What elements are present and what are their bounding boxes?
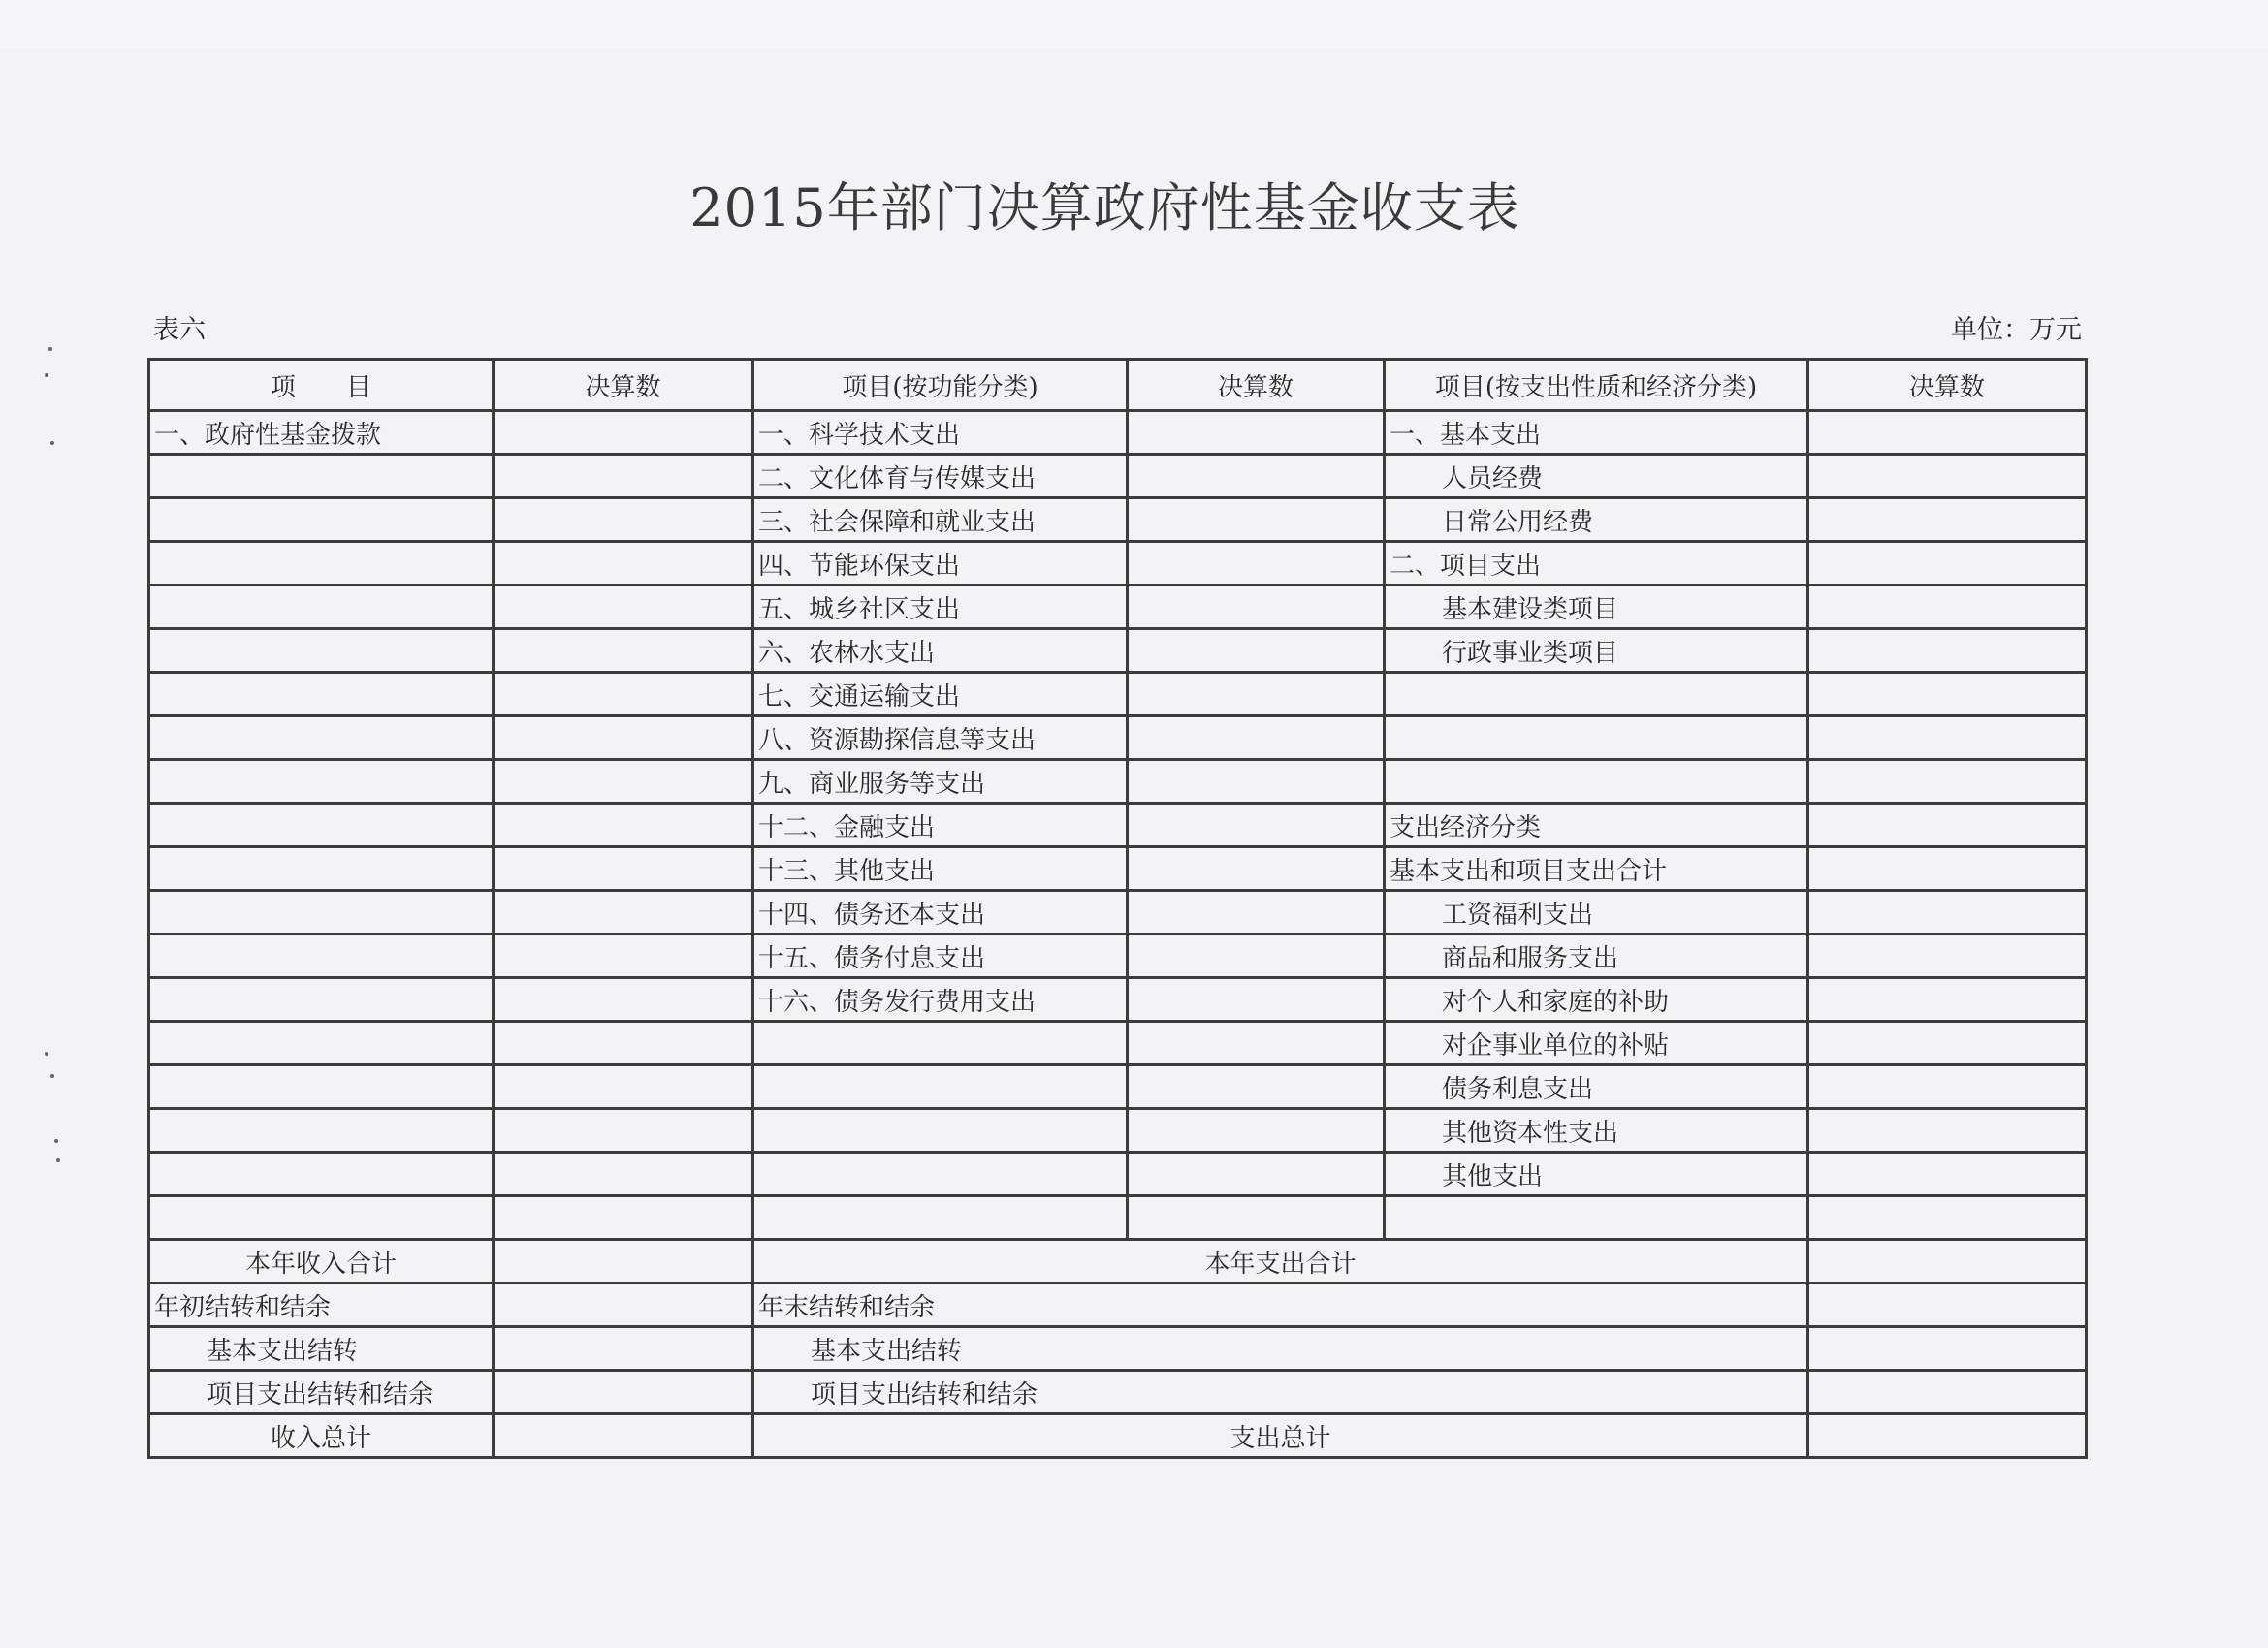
income-item [149, 1022, 494, 1065]
function-item: 一、科学技术支出 [753, 411, 1128, 455]
income-item [149, 891, 494, 935]
amount-cell [1128, 804, 1385, 847]
economic-item [1385, 673, 1808, 716]
economic-item: 对企事业单位的补贴 [1385, 1022, 1808, 1065]
amount-cell [1808, 760, 2087, 804]
punch-mark [45, 1052, 48, 1056]
amount-cell [494, 1022, 753, 1065]
income-item [149, 847, 494, 891]
summary-row [149, 1240, 2087, 1284]
summary-row [149, 1371, 2087, 1414]
function-item: 三、社会保障和就业支出 [753, 498, 1128, 542]
economic-item: 其他支出 [1385, 1153, 1808, 1196]
header-economic-item: 项目(按支出性质和经济分类) [1385, 360, 1808, 411]
amount-cell [494, 935, 753, 978]
amount-cell [494, 542, 753, 586]
amount-cell [494, 1153, 753, 1196]
summary-row [149, 1414, 2087, 1458]
income-item [149, 498, 494, 542]
economic-item: 一、基本支出 [1385, 411, 1808, 455]
function-item [753, 1109, 1128, 1153]
header-function-item: 项目(按功能分类) [753, 360, 1128, 411]
amount-cell [1808, 1371, 2087, 1414]
punch-mark [54, 1139, 58, 1143]
income-item [149, 760, 494, 804]
function-item: 十二、金融支出 [753, 804, 1128, 847]
function-item: 十六、债务发行费用支出 [753, 978, 1128, 1022]
punch-mark [48, 347, 52, 351]
income-item: 一、政府性基金拨款 [149, 411, 494, 455]
economic-item: 基本支出和项目支出合计 [1385, 847, 1808, 891]
table-row [149, 1196, 2087, 1240]
income-item [149, 1065, 494, 1109]
income-item [149, 716, 494, 760]
table-row [149, 847, 2087, 891]
income-item [149, 673, 494, 716]
amount-cell [1808, 1240, 2087, 1284]
amount-cell [1808, 629, 2087, 673]
amount-cell [1128, 1022, 1385, 1065]
function-item: 六、农林水支出 [753, 629, 1128, 673]
amount-cell [494, 1240, 753, 1284]
amount-cell [1808, 978, 2087, 1022]
amount-cell [1808, 847, 2087, 891]
header-economic-amount: 决算数 [1808, 360, 2087, 411]
amount-cell [1808, 1196, 2087, 1240]
amount-cell [1128, 760, 1385, 804]
amount-cell [1808, 891, 2087, 935]
summary-row [149, 1327, 2087, 1371]
amount-cell [494, 1414, 753, 1458]
income-item [149, 1153, 494, 1196]
amount-cell [1128, 978, 1385, 1022]
table-row [149, 455, 2087, 498]
function-item: 十四、债务还本支出 [753, 891, 1128, 935]
function-item [753, 1153, 1128, 1196]
table-row [149, 760, 2087, 804]
amount-cell [494, 1284, 753, 1327]
amount-cell [1808, 673, 2087, 716]
function-item [753, 1196, 1128, 1240]
amount-cell [1128, 498, 1385, 542]
table-number: 表六 [153, 315, 206, 345]
economic-item: 对个人和家庭的补助 [1385, 978, 1808, 1022]
table-header-row [149, 360, 2087, 411]
amount-cell [1808, 804, 2087, 847]
summary-row [149, 1284, 2087, 1327]
amount-cell [1808, 935, 2087, 978]
amount-cell [1808, 586, 2087, 629]
economic-item [1385, 1196, 1808, 1240]
amount-cell [1808, 1109, 2087, 1153]
amount-cell [1128, 935, 1385, 978]
amount-cell [494, 629, 753, 673]
amount-cell [1808, 1022, 2087, 1065]
amount-cell [1808, 1327, 2087, 1371]
economic-item: 二、项目支出 [1385, 542, 1808, 586]
table-row [149, 1022, 2087, 1065]
economic-item: 商品和服务支出 [1385, 935, 1808, 978]
punch-mark [56, 1158, 60, 1162]
project-carryover-in: 项目支出结转和结余 [149, 1371, 494, 1414]
economic-item: 行政事业类项目 [1385, 629, 1808, 673]
amount-cell [1808, 1414, 2087, 1458]
income-item [149, 978, 494, 1022]
function-item: 八、资源勘探信息等支出 [753, 716, 1128, 760]
amount-cell [1808, 411, 2087, 455]
income-item [149, 804, 494, 847]
table-row [149, 1109, 2087, 1153]
function-item [753, 1065, 1128, 1109]
amount-cell [494, 411, 753, 455]
income-item [149, 1109, 494, 1153]
expense-grand-total: 支出总计 [753, 1414, 1808, 1458]
amount-cell [494, 891, 753, 935]
income-item [149, 1196, 494, 1240]
amount-cell [1128, 411, 1385, 455]
amount-cell [494, 978, 753, 1022]
income-item [149, 455, 494, 498]
function-item: 七、交通运输支出 [753, 673, 1128, 716]
economic-item: 债务利息支出 [1385, 1065, 1808, 1109]
income-grand-total: 收入总计 [149, 1414, 494, 1458]
economic-item: 人员经费 [1385, 455, 1808, 498]
table-row [149, 935, 2087, 978]
economic-item: 其他资本性支出 [1385, 1109, 1808, 1153]
economic-item [1385, 716, 1808, 760]
project-carryover-out: 项目支出结转和结余 [753, 1371, 1808, 1414]
amount-cell [1128, 629, 1385, 673]
amount-cell [1128, 891, 1385, 935]
function-item: 十五、债务付息支出 [753, 935, 1128, 978]
economic-item: 基本建设类项目 [1385, 586, 1808, 629]
economic-item: 支出经济分类 [1385, 804, 1808, 847]
income-total-year: 本年收入合计 [149, 1240, 494, 1284]
punch-mark [45, 373, 48, 377]
punch-mark [50, 441, 54, 445]
amount-cell [1128, 455, 1385, 498]
income-item [149, 629, 494, 673]
table-row [149, 542, 2087, 586]
economic-item [1385, 760, 1808, 804]
function-item: 四、节能环保支出 [753, 542, 1128, 586]
function-item: 五、城乡社区支出 [753, 586, 1128, 629]
amount-cell [494, 673, 753, 716]
amount-cell [494, 1065, 753, 1109]
amount-cell [1128, 542, 1385, 586]
amount-cell [1808, 716, 2087, 760]
function-item: 二、文化体育与传媒支出 [753, 455, 1128, 498]
unit-label: 单位：万元 [1951, 315, 2082, 345]
amount-cell [1128, 1153, 1385, 1196]
header-income-amount: 决算数 [494, 360, 753, 411]
function-item: 九、商业服务等支出 [753, 760, 1128, 804]
amount-cell [494, 1371, 753, 1414]
table-row [149, 891, 2087, 935]
table-row [149, 716, 2087, 760]
amount-cell [1808, 498, 2087, 542]
table-row [149, 804, 2087, 847]
table-row [149, 411, 2087, 455]
beginning-carryover: 年初结转和结余 [149, 1284, 494, 1327]
amount-cell [1128, 1109, 1385, 1153]
amount-cell [494, 847, 753, 891]
table-row [149, 673, 2087, 716]
amount-cell [494, 716, 753, 760]
amount-cell [1808, 1065, 2087, 1109]
amount-cell [1128, 586, 1385, 629]
fund-table [147, 358, 2088, 1459]
function-item [753, 1022, 1128, 1065]
table-row [149, 586, 2087, 629]
amount-cell [1808, 1153, 2087, 1196]
income-item [149, 542, 494, 586]
amount-cell [494, 1196, 753, 1240]
table-row [149, 1153, 2087, 1196]
income-item [149, 935, 494, 978]
amount-cell [494, 586, 753, 629]
table-row [149, 1065, 2087, 1109]
amount-cell [1128, 847, 1385, 891]
amount-cell [1128, 1196, 1385, 1240]
amount-cell [494, 1109, 753, 1153]
amount-cell [494, 804, 753, 847]
amount-cell [494, 498, 753, 542]
amount-cell [1808, 1284, 2087, 1327]
table-row [149, 498, 2087, 542]
economic-item: 日常公用经费 [1385, 498, 1808, 542]
economic-item: 工资福利支出 [1385, 891, 1808, 935]
basic-carryover-out: 基本支出结转 [753, 1327, 1808, 1371]
expense-total-year: 本年支出合计 [753, 1240, 1808, 1284]
table-row [149, 629, 2087, 673]
header-function-amount: 决算数 [1128, 360, 1385, 411]
amount-cell [1808, 455, 2087, 498]
amount-cell [1128, 1065, 1385, 1109]
page-title: 2015年部门决算政府性基金收支表 [689, 177, 1520, 238]
header-income-item: 项 目 [149, 360, 494, 411]
punch-mark [50, 1074, 54, 1078]
amount-cell [494, 1327, 753, 1371]
amount-cell [1128, 716, 1385, 760]
basic-carryover-in: 基本支出结转 [149, 1327, 494, 1371]
table-row [149, 978, 2087, 1022]
amount-cell [494, 455, 753, 498]
function-item: 十三、其他支出 [753, 847, 1128, 891]
amount-cell [1808, 542, 2087, 586]
table-body [149, 411, 2087, 1240]
amount-cell [1128, 673, 1385, 716]
income-item [149, 586, 494, 629]
ending-carryover: 年末结转和结余 [753, 1284, 1808, 1327]
amount-cell [494, 760, 753, 804]
